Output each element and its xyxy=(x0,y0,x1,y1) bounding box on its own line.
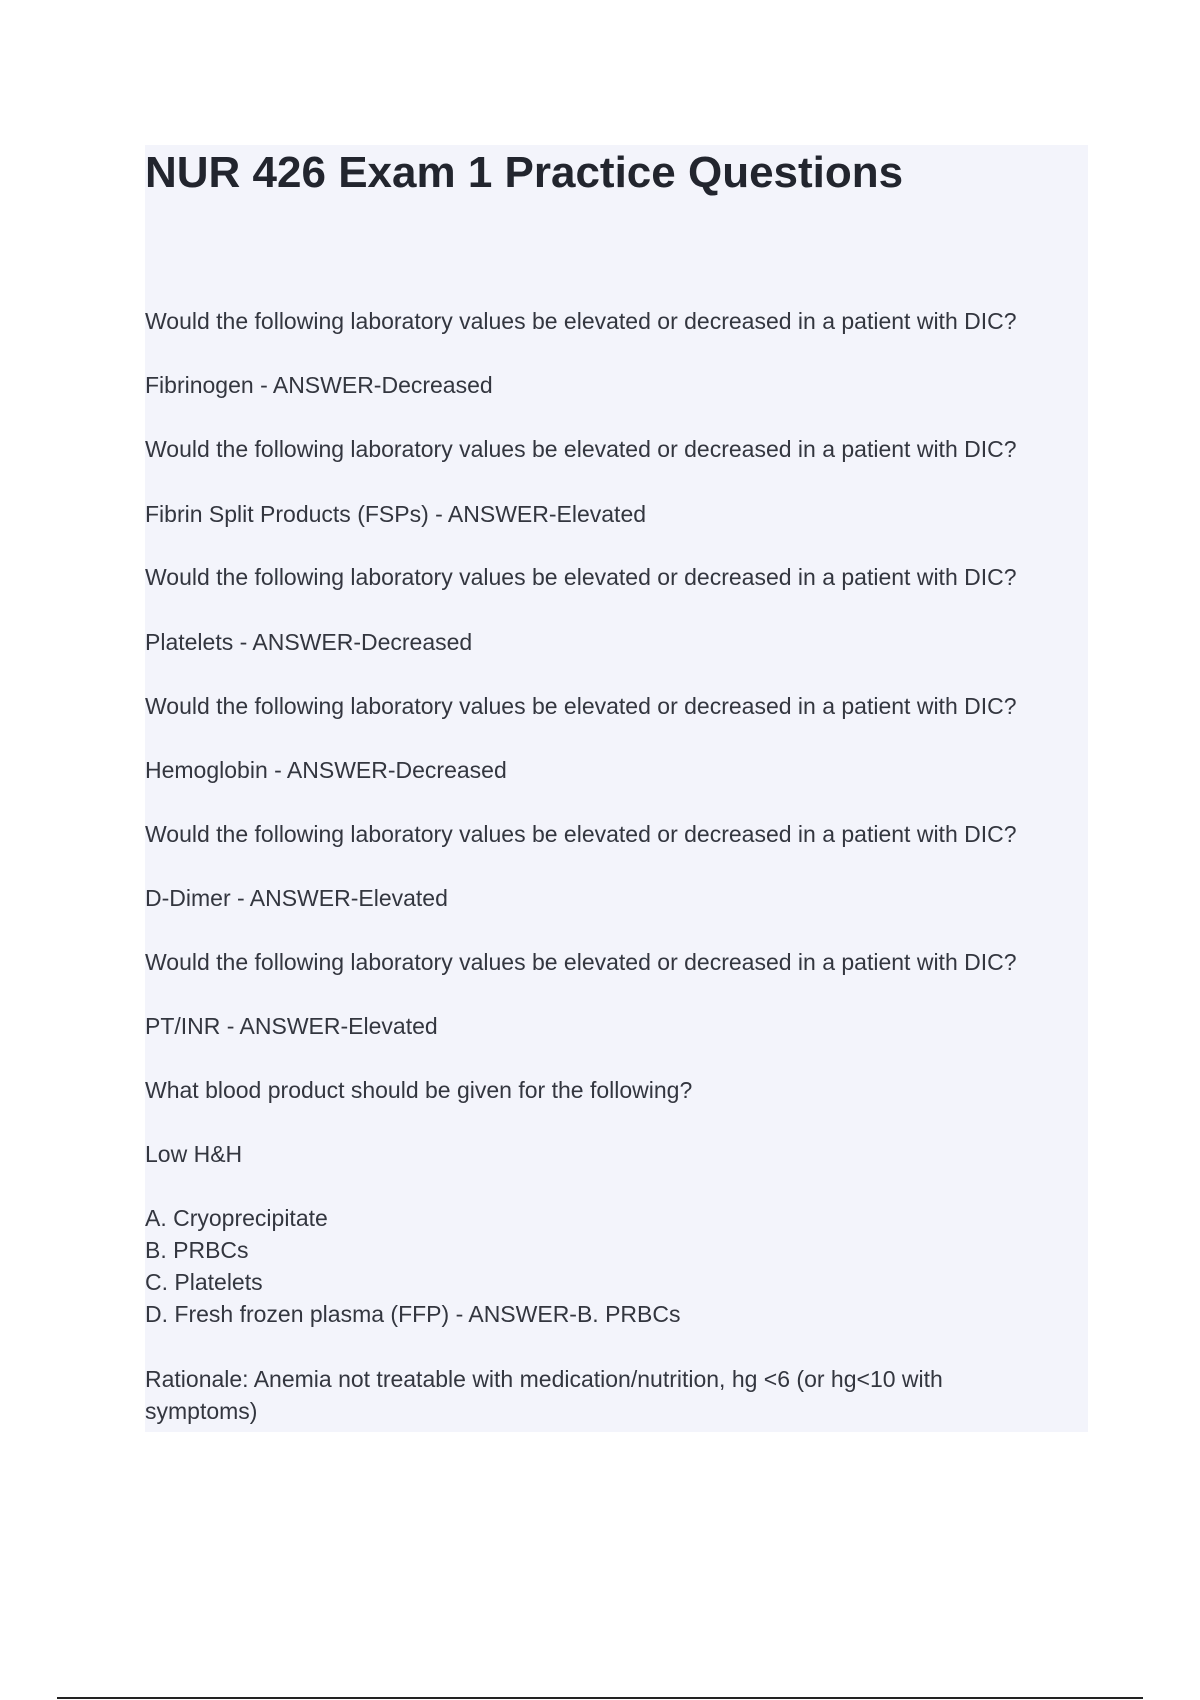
page-title: NUR 426 Exam 1 Practice Questions xyxy=(145,148,904,197)
answer-2: Fibrin Split Products (FSPs) - ANSWER-Elevated xyxy=(145,501,647,527)
document-content xyxy=(145,145,1088,1432)
answer-3: Platelets - ANSWER-Decreased xyxy=(145,629,473,655)
rationale-line-2: symptoms) xyxy=(145,1398,258,1424)
option-b: B. PRBCs xyxy=(145,1237,249,1263)
option-c: C. Platelets xyxy=(145,1269,263,1295)
answer-5: D-Dimer - ANSWER-Elevated xyxy=(145,885,448,911)
question-4: Would the following laboratory values be elevated or decreased in a patient with DIC? xyxy=(145,693,1017,719)
question-3: Would the following laboratory values be elevated or decreased in a patient with DIC? xyxy=(145,564,1017,590)
answer-4: Hemoglobin - ANSWER-Decreased xyxy=(145,757,507,783)
question-6: Would the following laboratory values be elevated or decreased in a patient with DIC? xyxy=(145,949,1017,975)
option-a: A. Cryoprecipitate xyxy=(145,1205,328,1231)
rationale-line-1: Rationale: Anemia not treatable with medication/nutrition, hg <6 (or hg<10 with xyxy=(145,1366,943,1392)
question-5: Would the following laboratory values be elevated or decreased in a patient with DIC? xyxy=(145,821,1017,847)
question-7-condition: Low H&H xyxy=(145,1141,243,1167)
option-d-answer: D. Fresh frozen plasma (FFP) - ANSWER-B. PRBCs xyxy=(145,1301,681,1327)
question-1: Would the following laboratory values be elevated or decreased in a patient with DIC? xyxy=(145,308,1017,334)
answer-1: Fibrinogen - ANSWER-Decreased xyxy=(145,372,493,398)
answer-6: PT/INR - ANSWER-Elevated xyxy=(145,1013,438,1039)
question-2: Would the following laboratory values be elevated or decreased in a patient with DIC? xyxy=(145,436,1017,462)
question-7: What blood product should be given for the following? xyxy=(145,1077,693,1103)
page-bottom-rule xyxy=(57,1697,1143,1699)
